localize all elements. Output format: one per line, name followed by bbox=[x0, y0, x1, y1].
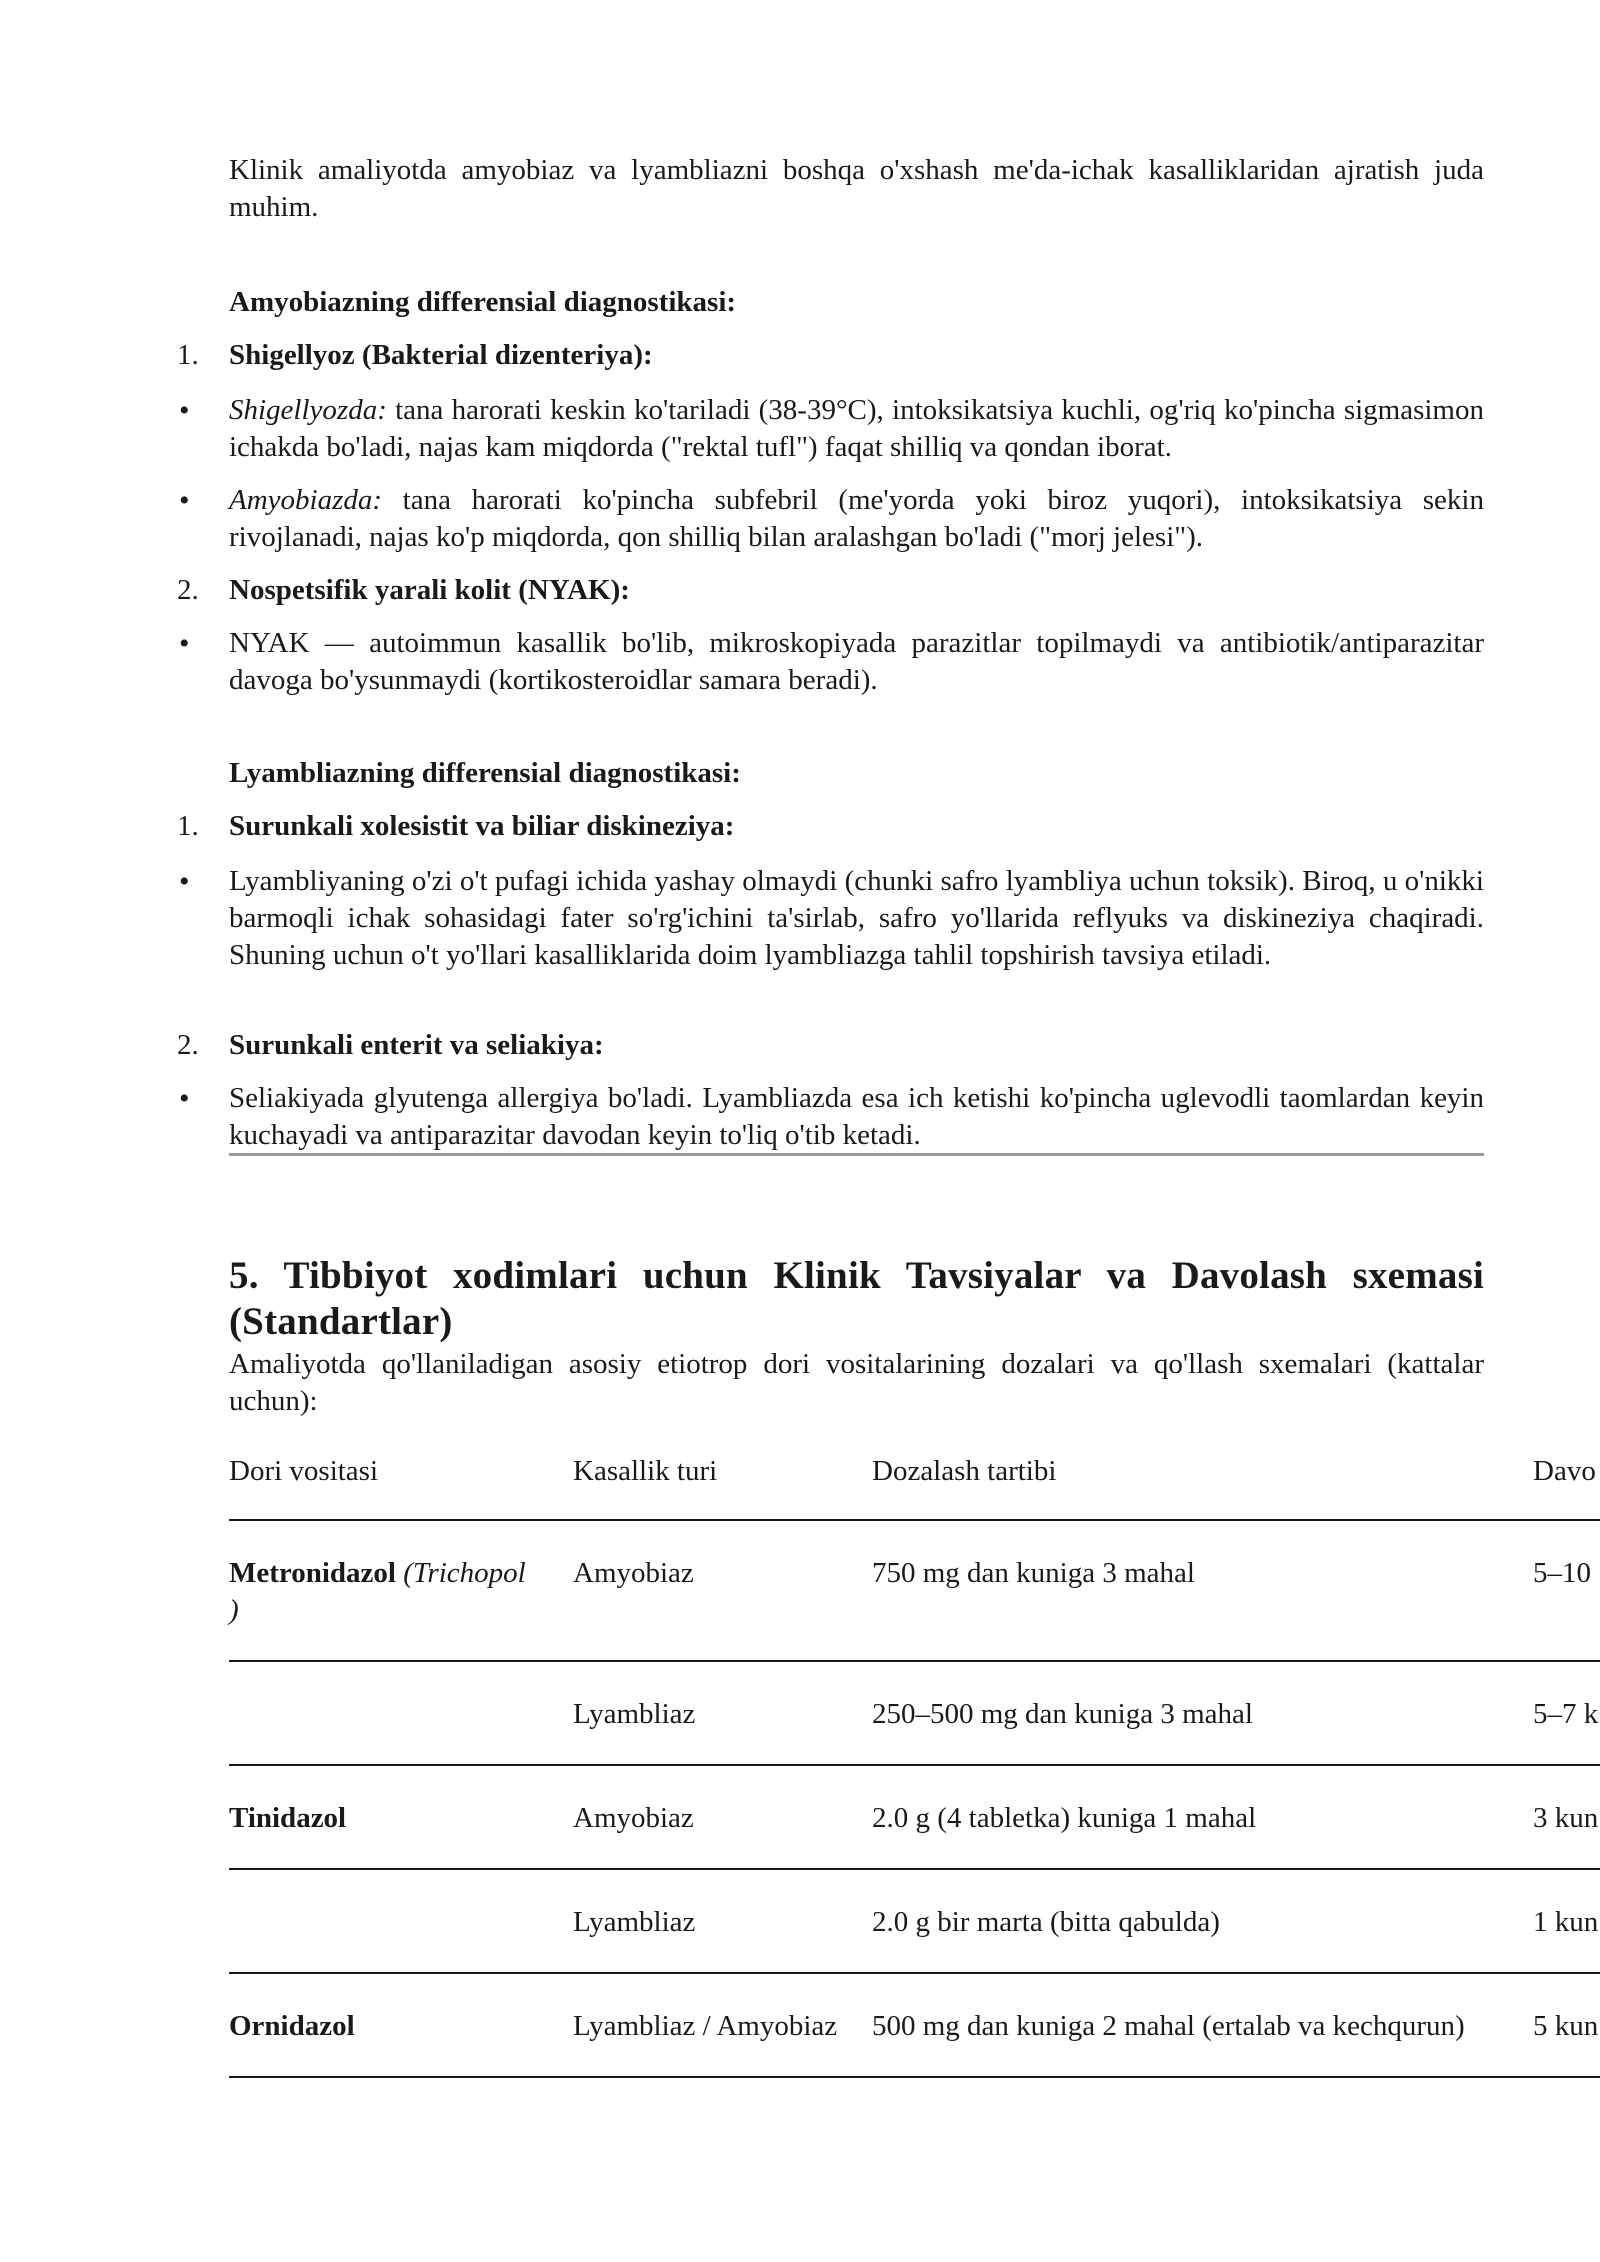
bullet-marker: • bbox=[179, 627, 190, 660]
bullet-text bbox=[229, 392, 1484, 466]
table-cell-disease: Lyambliaz / Amyobiaz bbox=[573, 2010, 838, 2042]
bullet-lead: Shigellyozda: bbox=[229, 394, 387, 426]
bullet-text: Lyambliyaning o'zi o't pufagi ichida yashay olmaydi (chunki safro lyambliya uchun toksik). Biroq, u o'nikki barmoqli ichak sohasidagi fater so'rg'ichini ta'sirlab, safro yo'llarida reflyuks va diskineziya chaqiradi. Shuning uchun o't yo'llari kasalliklarida doim lyambliazga tahlil topshirish tavsiya etiladi. bbox=[229, 865, 1484, 971]
intro-paragraph: Klinik amaliyotda amyobiaz va lyambliazni boshqa o'xshash me'da-ichak kasalliklaridan ajratish juda muhim. bbox=[229, 154, 1484, 223]
column-header-disease: Kasallik turi bbox=[573, 1455, 718, 1487]
list-number: 2. bbox=[177, 1029, 199, 1061]
table-cell-duration: 3 kun bbox=[1533, 1802, 1599, 1834]
table-cell-dosage: 2.0 g (4 tabletka) kuniga 1 mahal bbox=[872, 1802, 1257, 1834]
table-cell-drug bbox=[229, 1555, 559, 1629]
section-divider bbox=[229, 1153, 1484, 1156]
list-number: 1. bbox=[177, 339, 199, 371]
giardiasis-section-title: Lyambliazning differensial diagnostikasi: bbox=[229, 757, 741, 789]
table-cell-disease: Amyobiaz bbox=[573, 1802, 694, 1834]
list-item-title: Surunkali enterit va seliakiya: bbox=[229, 1029, 604, 1061]
table-rule bbox=[229, 1519, 1600, 1521]
table-rule bbox=[229, 1868, 1600, 1870]
table-cell-disease: Lyambliaz bbox=[573, 1906, 696, 1938]
drug-alt-name-end: ) bbox=[229, 1594, 239, 1626]
column-header-dosage: Dozalash tartibi bbox=[872, 1455, 1057, 1487]
table-cell-duration: 5–10 bbox=[1533, 1557, 1591, 1589]
table-cell-drug: Ornidazol bbox=[229, 2010, 355, 2042]
table-cell-disease: Lyambliaz bbox=[573, 1698, 696, 1730]
list-number: 1. bbox=[177, 810, 199, 842]
bullet-body: tana harorati keskin ko'tariladi (38-39°C), intoksikatsiya kuchli, og'riq ko'pincha sigmasimon ichakda bo'ladi, najas kam miqdorda ("rektal tufl") faqat shilliq va qondan iborat. bbox=[229, 394, 1484, 463]
table-cell-dosage: 2.0 g bir marta (bitta qabulda) bbox=[872, 1906, 1220, 1938]
bullet-marker: • bbox=[179, 484, 190, 517]
table-rule bbox=[229, 1764, 1600, 1766]
bullet-lead: Amyobiazda: bbox=[229, 484, 383, 516]
table-cell-drug: Tinidazol bbox=[229, 1802, 347, 1834]
bullet-marker: • bbox=[179, 394, 190, 427]
section-subtitle: Amaliyotda qo'llaniladigan asosiy etiotrop dori vositalarining dozalari va qo'llash sxemalari (kattalar uchun): bbox=[229, 1348, 1484, 1417]
amoebiasis-section-title: Amyobiazning differensial diagnostikasi: bbox=[229, 286, 737, 318]
bullet-marker: • bbox=[179, 865, 190, 898]
bullet-marker: • bbox=[179, 1082, 190, 1115]
column-header-drug: Dori vositasi bbox=[229, 1455, 379, 1487]
bullet-body: tana harorati ko'pincha subfebril (me'yorda yoki biroz yuqori), intoksikatsiya sekin rivojlanadi, najas ko'p miqdorda, qon shilliq bilan aralashgan bo'ladi ("morj jelesi"). bbox=[229, 484, 1484, 553]
list-item-title: Shigellyoz (Bakterial dizenteriya): bbox=[229, 339, 653, 371]
table-cell-dosage: 500 mg dan kuniga 2 mahal (ertalab va kechqurun) bbox=[872, 2010, 1465, 2042]
bullet-text bbox=[229, 482, 1484, 556]
table-cell-dosage: 250–500 mg dan kuniga 3 mahal bbox=[872, 1698, 1253, 1730]
list-number: 2. bbox=[177, 574, 199, 606]
bullet-text: Seliakiyada glyutenga allergiya bo'ladi. Lyambliazda esa ich ketishi ko'pincha uglevodli taomlardan keyin kuchayadi va antiparazitar davodan keyin to'liq o'tib ketadi. bbox=[229, 1082, 1484, 1151]
table-cell-duration: 1 kun bbox=[1533, 1906, 1599, 1938]
bullet-text: NYAK — autoimmun kasallik bo'lib, mikroskopiyada parazitlar topilmaydi va antibiotik/antiparazitar davoga bo'ysunmaydi (kortikosteroidlar samara beradi). bbox=[229, 627, 1484, 696]
list-item-title: Surunkali xolesistit va biliar diskineziya: bbox=[229, 810, 735, 842]
column-header-duration: Davo bbox=[1533, 1455, 1596, 1487]
table-rule bbox=[229, 1660, 1600, 1662]
table-cell-disease: Amyobiaz bbox=[573, 1557, 694, 1589]
drug-name: Metronidazol bbox=[229, 1557, 396, 1589]
table-cell-dosage: 750 mg dan kuniga 3 mahal bbox=[872, 1557, 1195, 1589]
list-item-title: Nospetsifik yarali kolit (NYAK): bbox=[229, 574, 630, 606]
table-cell-duration: 5 kun bbox=[1533, 2010, 1599, 2042]
table-rule bbox=[229, 2076, 1600, 2078]
table-cell-duration: 5–7 k bbox=[1533, 1698, 1599, 1730]
section-heading: 5. Tibbiyot xodimlari uchun Klinik Tavsiyalar va Davolash sxemasi (Standartlar) bbox=[229, 1254, 1484, 1343]
table-rule bbox=[229, 1972, 1600, 1974]
drug-alt-name: (Trichopol bbox=[403, 1557, 526, 1589]
